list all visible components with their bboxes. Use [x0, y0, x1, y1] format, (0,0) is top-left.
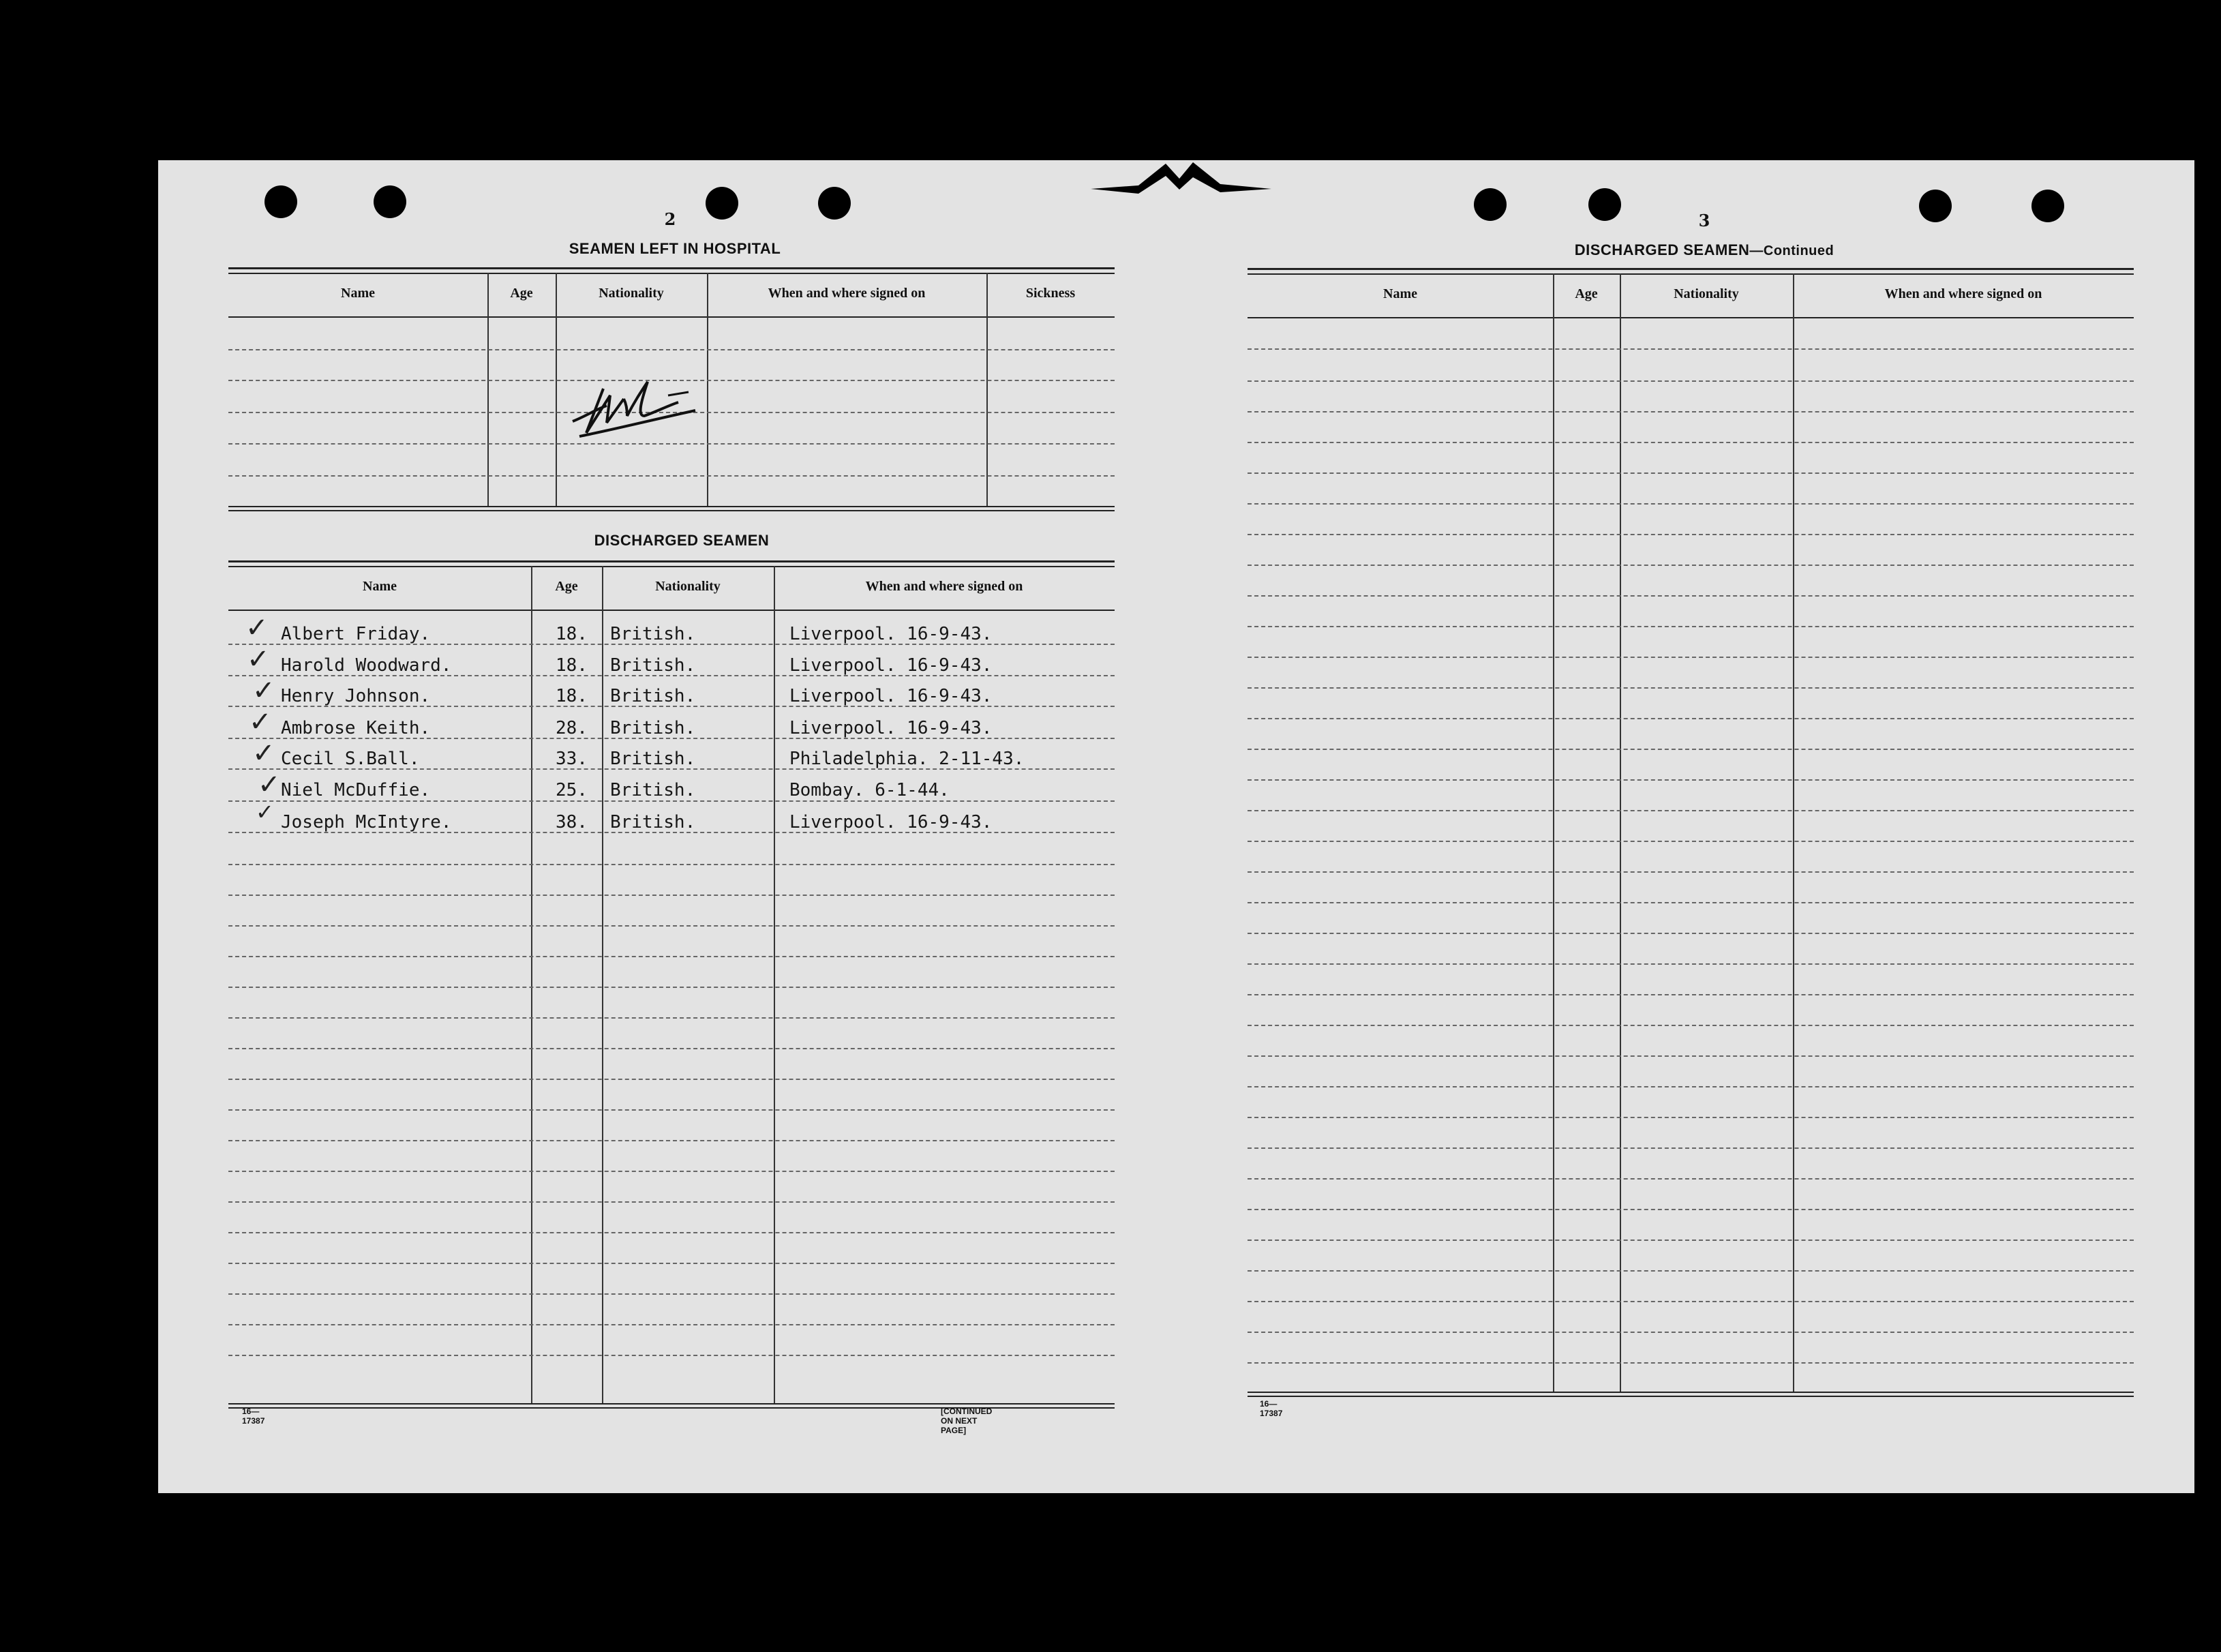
- column-header-signed-on: When and where signed on: [865, 579, 1023, 594]
- handwritten-nil-annotation: [559, 368, 709, 443]
- column-header-age: Age: [1575, 286, 1598, 301]
- checkmark-icon: ✓: [247, 644, 270, 675]
- seaman-age: 18.: [556, 686, 588, 706]
- discharged-continued-table: [1248, 268, 2134, 1400]
- seaman-signed-on: Bombay. 6-1-44.: [789, 780, 950, 800]
- seaman-nationality: British.: [610, 749, 696, 769]
- seaman-nationality: British.: [610, 718, 696, 738]
- column-header-signed-on: When and where signed on: [1884, 286, 2042, 301]
- hospital-section-title: SEAMEN LEFT IN HOSPITAL: [569, 240, 781, 257]
- title-text: DISCHARGED SEAMEN: [1574, 241, 1750, 258]
- seaman-name: Harold Woodward.: [281, 655, 452, 676]
- punch-hole: [1588, 188, 1621, 221]
- checkmark-icon: ✓: [249, 706, 272, 738]
- checkmark-icon: ✓: [252, 738, 275, 769]
- punch-hole: [2031, 190, 2064, 222]
- punch-hole: [374, 185, 406, 218]
- seaman-age: 18.: [556, 655, 588, 676]
- seaman-signed-on: Liverpool. 16-9-43.: [789, 655, 993, 676]
- punch-hole: [706, 187, 738, 220]
- seaman-signed-on: Liverpool. 16-9-43.: [789, 624, 993, 644]
- seaman-name: Henry Johnson.: [281, 686, 431, 706]
- seaman-age: 25.: [556, 780, 588, 800]
- seaman-signed-on: Liverpool. 16-9-43.: [789, 812, 993, 832]
- column-header-age: Age: [555, 579, 578, 594]
- seaman-age: 33.: [556, 749, 588, 769]
- punch-hole: [818, 187, 851, 220]
- checkmark-icon: ✓: [252, 675, 275, 706]
- column-header-name: Name: [363, 579, 397, 594]
- column-header-name: Name: [1383, 286, 1417, 301]
- seaman-nationality: British.: [610, 655, 696, 676]
- column-header-signed-on: When and where signed on: [768, 286, 926, 301]
- seaman-nationality: British.: [610, 624, 696, 644]
- column-header-nationality: Nationality: [655, 579, 721, 594]
- column-header-name: Name: [341, 286, 375, 301]
- punch-hole: [1474, 188, 1507, 221]
- page-number: 2: [664, 209, 676, 229]
- seaman-age: 38.: [556, 812, 588, 832]
- seaman-nationality: British.: [610, 686, 696, 706]
- punch-hole: [1919, 190, 1952, 222]
- discharged-section-title: DISCHARGED SEAMEN: [594, 532, 770, 549]
- binding-fold-mark: [1091, 158, 1275, 199]
- seaman-name: Niel McDuffie.: [281, 780, 431, 800]
- seaman-signed-on: Philadelphia. 2-11-43.: [789, 749, 1025, 769]
- seaman-name: Ambrose Keith.: [281, 718, 431, 738]
- checkmark-icon: ✓: [245, 612, 269, 644]
- punch-hole: [265, 185, 297, 218]
- column-header-age: Age: [510, 286, 533, 301]
- seaman-signed-on: Liverpool. 16-9-43.: [789, 686, 993, 706]
- seaman-name: Cecil S.Ball.: [281, 749, 420, 769]
- seaman-age: 28.: [556, 718, 588, 738]
- seaman-nationality: British.: [610, 780, 696, 800]
- form-number: 16—17387: [1260, 1399, 1283, 1418]
- checkmark-icon: ✓: [256, 799, 274, 825]
- seaman-nationality: British.: [610, 812, 696, 832]
- seaman-signed-on: Liverpool. 16-9-43.: [789, 718, 993, 738]
- seaman-name: Albert Friday.: [281, 624, 431, 644]
- column-header-nationality: Nationality: [599, 286, 664, 301]
- column-header-sickness: Sickness: [1025, 286, 1076, 301]
- form-number: 16—17387: [242, 1407, 265, 1426]
- continued-note: [CONTINUED ON NEXT PAGE]: [941, 1407, 993, 1435]
- title-suffix: —Continued: [1749, 243, 1834, 258]
- seaman-name: Joseph McIntyre.: [281, 812, 452, 832]
- column-header-nationality: Nationality: [1674, 286, 1739, 301]
- discharged-continued-title: [1500, 241, 1909, 259]
- page-number: 3: [1698, 211, 1710, 230]
- seaman-age: 18.: [556, 624, 588, 644]
- checkmark-icon: ✓: [258, 769, 281, 800]
